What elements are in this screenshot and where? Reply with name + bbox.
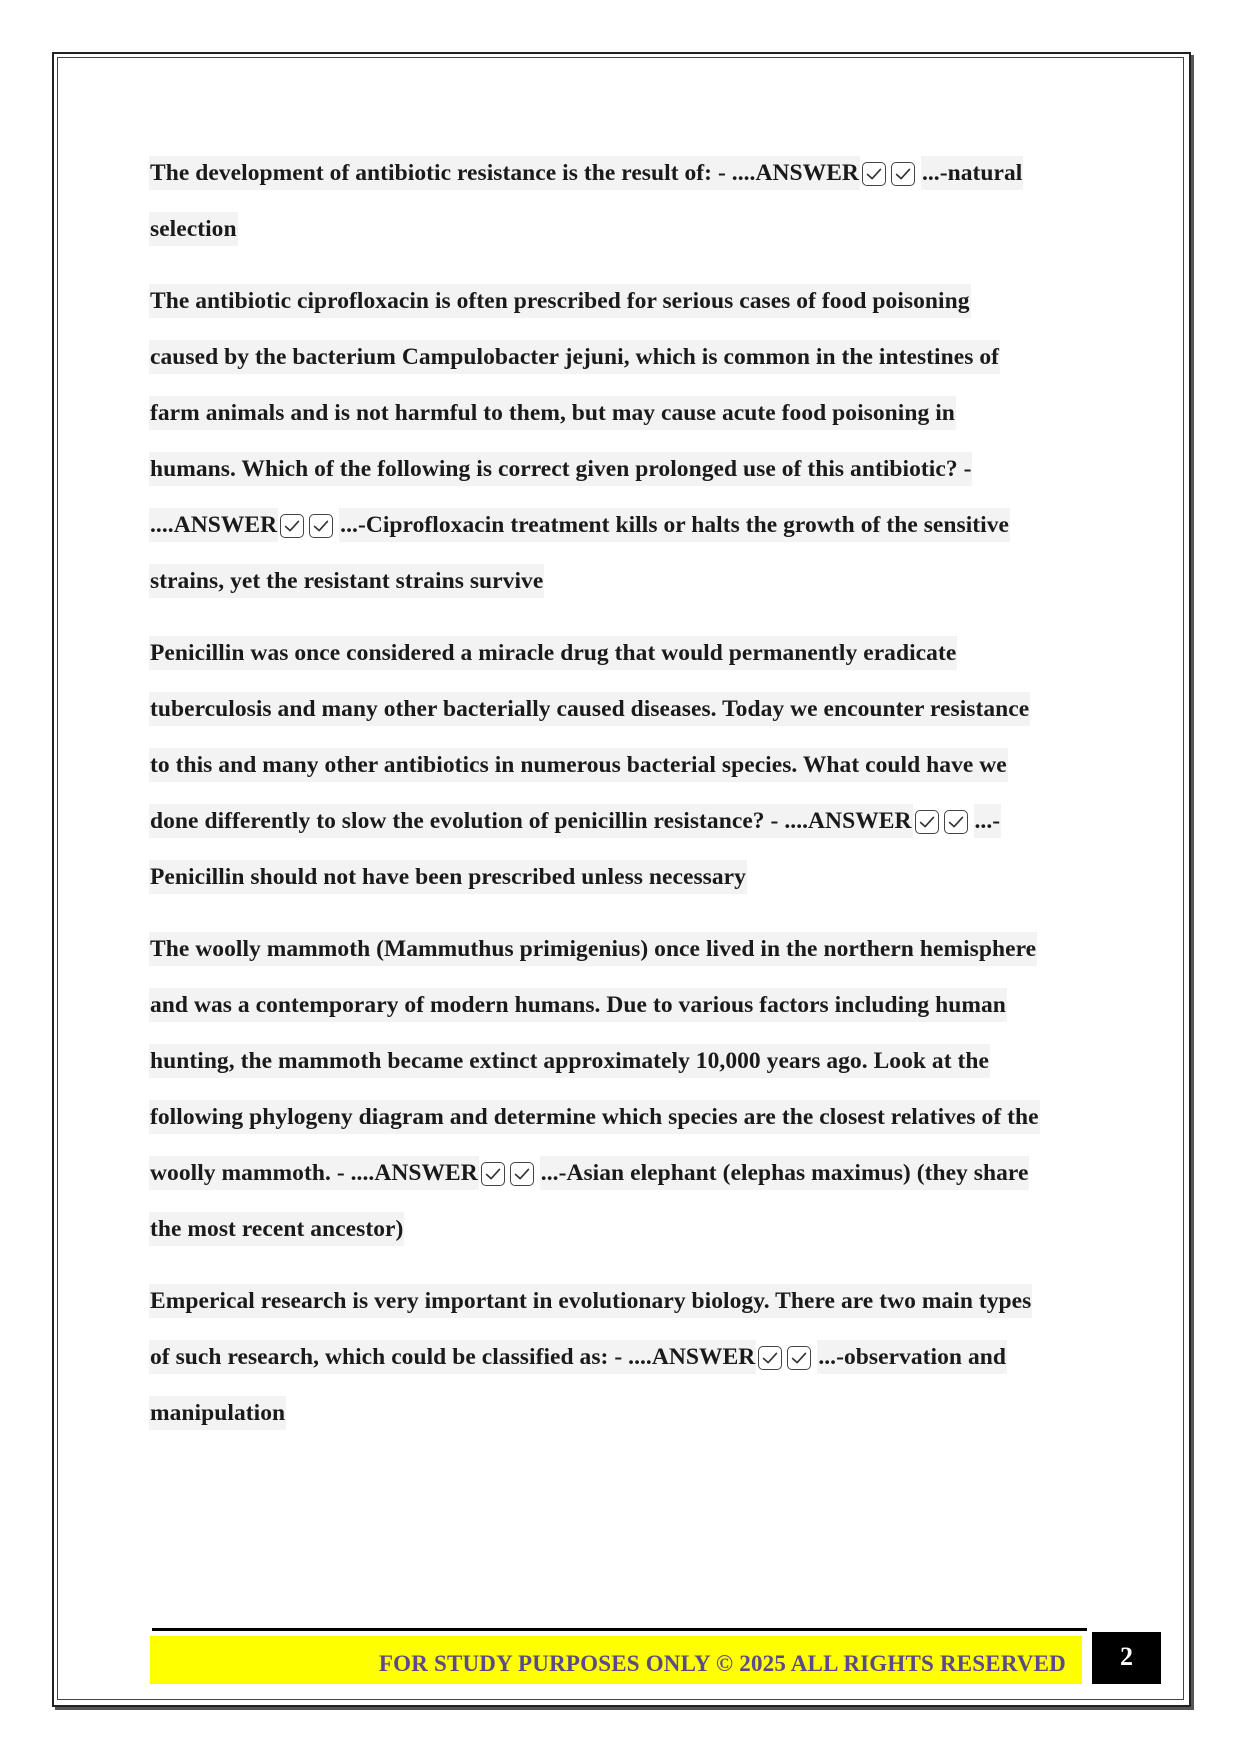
answer-checkmarks xyxy=(280,497,338,553)
check-box-icon xyxy=(891,162,915,186)
text-segment: hunting, the mammoth became extinct approximately 10,000 years ago. Look at the xyxy=(149,1044,990,1078)
check-box-icon xyxy=(481,1162,505,1186)
check-box-icon xyxy=(862,162,886,186)
text-segment: ...-Ciprofloxacin treatment kills or halts the growth of the sensitive xyxy=(339,508,1010,542)
qa-block xyxy=(149,1273,1089,1441)
text-segment: ...-observation and xyxy=(817,1340,1007,1374)
check-box-icon xyxy=(944,810,968,834)
text-segment: done differently to slow the evolution of penicillin resistance? - ....ANSWER xyxy=(149,804,913,838)
text-segment: ...-natural xyxy=(921,156,1023,190)
text-segment: ....ANSWER xyxy=(149,508,278,542)
qa-block xyxy=(149,921,1089,1257)
text-segment: ...-Asian elephant (elephas maximus) (they share xyxy=(540,1156,1030,1190)
text-line xyxy=(149,793,1089,849)
text-segment: manipulation xyxy=(149,1396,286,1430)
footer-rule xyxy=(152,1628,1087,1631)
text-segment: selection xyxy=(149,212,238,246)
text-line xyxy=(149,1329,1089,1385)
answer-checkmarks xyxy=(758,1329,816,1385)
text-segment: to this and many other antibiotics in numerous bacterial species. What could have we xyxy=(149,748,1008,782)
footer-bar xyxy=(150,1636,1082,1684)
text-segment: and was a contemporary of modern humans. Due to various factors including human xyxy=(149,988,1007,1022)
text-line xyxy=(149,625,1089,681)
text-line xyxy=(149,441,1089,497)
check-box-icon xyxy=(309,514,333,538)
text-line xyxy=(149,681,1089,737)
qa-block xyxy=(149,145,1089,257)
text-segment: The development of antibiotic resistance is the result of: - ....ANSWER xyxy=(149,156,860,190)
qa-content xyxy=(149,145,1089,1457)
text-line xyxy=(149,1033,1089,1089)
check-box-icon xyxy=(758,1346,782,1370)
text-line xyxy=(149,1201,1089,1257)
text-line xyxy=(149,921,1089,977)
text-segment: Penicillin was once considered a miracle drug that would permanently eradicate xyxy=(149,636,957,670)
text-line xyxy=(149,497,1089,553)
page-number: 2 xyxy=(1092,1632,1161,1684)
qa-block xyxy=(149,625,1089,905)
text-segment: The antibiotic ciprofloxacin is often prescribed for serious cases of food poisoning xyxy=(149,284,971,318)
text-line xyxy=(149,273,1089,329)
text-line xyxy=(149,737,1089,793)
text-segment: following phylogeny diagram and determine which species are the closest relatives of the xyxy=(149,1100,1040,1134)
text-segment: of such research, which could be classified as: - ....ANSWER xyxy=(149,1340,756,1374)
text-line xyxy=(149,1089,1089,1145)
text-segment: caused by the bacterium Campulobacter jejuni, which is common in the intestines of xyxy=(149,340,1000,374)
text-line xyxy=(149,1145,1089,1201)
text-line xyxy=(149,385,1089,441)
text-line xyxy=(149,977,1089,1033)
text-segment: woolly mammoth. - ....ANSWER xyxy=(149,1156,479,1190)
answer-checkmarks xyxy=(481,1145,539,1201)
text-segment: Penicillin should not have been prescribed unless necessary xyxy=(149,860,747,894)
footer-notice: FOR STUDY PURPOSES ONLY © 2025 ALL RIGHTS RESERVED xyxy=(378,1651,1066,1676)
check-box-icon xyxy=(915,810,939,834)
text-segment: Emperical research is very important in evolutionary biology. There are two main types xyxy=(149,1284,1032,1318)
text-line xyxy=(149,201,1089,257)
text-line xyxy=(149,145,1089,201)
text-segment: strains, yet the resistant strains survive xyxy=(149,564,544,598)
text-segment: The woolly mammoth (Mammuthus primigenius) once lived in the northern hemisphere xyxy=(149,932,1037,966)
text-line xyxy=(149,1273,1089,1329)
check-box-icon xyxy=(787,1346,811,1370)
text-line xyxy=(149,553,1089,609)
text-line xyxy=(149,329,1089,385)
text-segment: ...- xyxy=(974,804,1002,838)
check-box-icon xyxy=(280,514,304,538)
answer-checkmarks xyxy=(915,793,973,849)
text-segment: the most recent ancestor) xyxy=(149,1212,404,1246)
answer-checkmarks xyxy=(862,145,920,201)
text-line xyxy=(149,1385,1089,1441)
check-box-icon xyxy=(510,1162,534,1186)
text-segment: tuberculosis and many other bacterially caused diseases. Today we encounter resistance xyxy=(149,692,1030,726)
text-line xyxy=(149,849,1089,905)
qa-block xyxy=(149,273,1089,609)
text-segment: farm animals and is not harmful to them, but may cause acute food poisoning in xyxy=(149,396,956,430)
text-segment: humans. Which of the following is correct given prolonged use of this antibiotic? - xyxy=(149,452,972,486)
